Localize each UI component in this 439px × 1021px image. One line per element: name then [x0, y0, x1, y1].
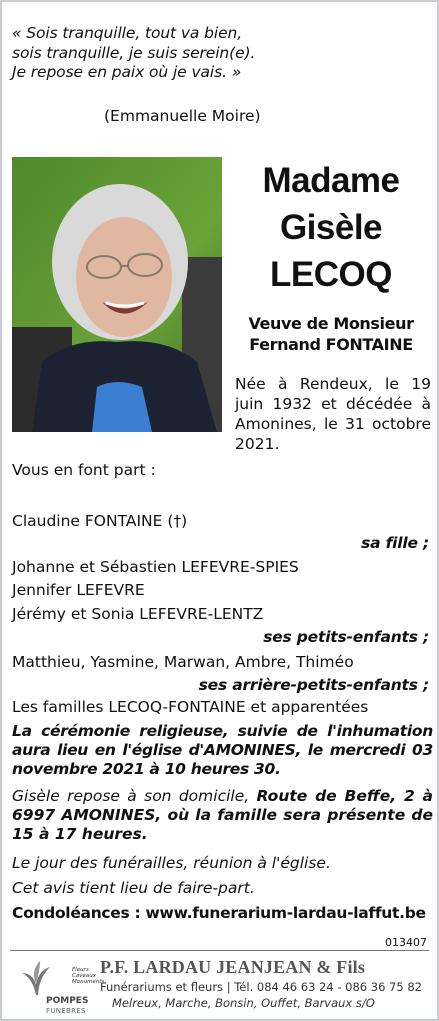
opening-quote — [12, 24, 255, 83]
family-member: Jennifer LEFEVRE — [12, 581, 145, 599]
widow-line: Veuve de Monsieur — [248, 314, 414, 333]
birth-death-info: Née à Rendeux, le 19 juin 1932 et décédée à Amonines, le 31 octobre 2021. — [235, 375, 431, 453]
family-member: Les familles LECOQ-FONTAINE et apparentées — [12, 698, 369, 716]
logo-service: Monuments — [72, 979, 105, 985]
family-role: ses petits-enfants ; — [263, 628, 429, 646]
logo-service: Fleurs — [72, 967, 89, 973]
quote-line: Je repose en paix où je vais. » — [12, 63, 242, 81]
notice-info: Cet avis tient lieu de faire-part. — [12, 879, 255, 897]
condolences-link[interactable]: Condoléances : www.funerarium-lardau-laffut.be — [12, 904, 426, 922]
family-member: Matthieu, Yasmine, Marwan, Ambre, Thiméo — [12, 653, 354, 671]
quote-line: sois tranquille, je suis serein(e). — [12, 43, 256, 62]
funeral-home-locations: Melreux, Marche, Bonsin, Ouffet, Barvaux s/O — [112, 996, 375, 1010]
funeral-day-info: Le jour des funérailles, réunion à l'église. — [12, 854, 331, 872]
deceased-first-name: Gisèle — [279, 208, 383, 247]
widow-line: Fernand FONTAINE — [249, 335, 413, 354]
funeral-home-logo — [16, 959, 105, 1015]
deceased-last-name: LECOQ — [270, 255, 392, 294]
portrait-photo — [12, 157, 222, 432]
logo-service: Caveaux — [72, 973, 96, 979]
reference-number: 013407 — [385, 936, 427, 949]
funeral-home-name: P.F. LARDAU JEANJEAN & Fils — [100, 957, 366, 977]
family-member: Claudine FONTAINE (†) — [12, 512, 188, 530]
announcement-intro: Vous en font part : — [12, 461, 156, 479]
family-role: ses arrière-petits-enfants ; — [198, 676, 429, 694]
deceased-title: Madame — [262, 161, 400, 200]
logo-funebres: FUNEBRES — [46, 1007, 86, 1015]
logo-pompes: POMPES — [46, 996, 89, 1006]
quote-line: « Sois tranquille, tout va bien, — [12, 24, 243, 42]
rest-info-address: Route de Beffe, 2 à 6997 AMONINES, où la famille sera présente de 15 à 17 heures. — [12, 787, 433, 843]
widow-of — [226, 313, 436, 355]
funeral-home-contact: Funérariums et fleurs | Tél. 084 46 63 24 - 086 36 75 82 — [100, 980, 422, 994]
rest-info — [12, 787, 433, 844]
flower-logo-icon — [16, 959, 56, 997]
rest-info-prefix: Gisèle repose à son domicile, — [12, 787, 257, 805]
quote-author: (Emmanuelle Moire) — [104, 107, 261, 125]
family-member: Jérémy et Sonia LEFEVRE-LENTZ — [12, 605, 264, 623]
family-member: Johanne et Sébastien LEFEVRE-SPIES — [12, 558, 299, 576]
deceased-name — [226, 157, 436, 298]
funeral-home-footer — [10, 950, 429, 1015]
ceremony-info: La cérémonie religieuse, suivie de l'inhumation aura lieu en l'église d'AMONINES, le mercredi 03 novembre 2021 à 10 heures 30. — [12, 722, 433, 778]
family-role: sa fille ; — [361, 534, 429, 552]
